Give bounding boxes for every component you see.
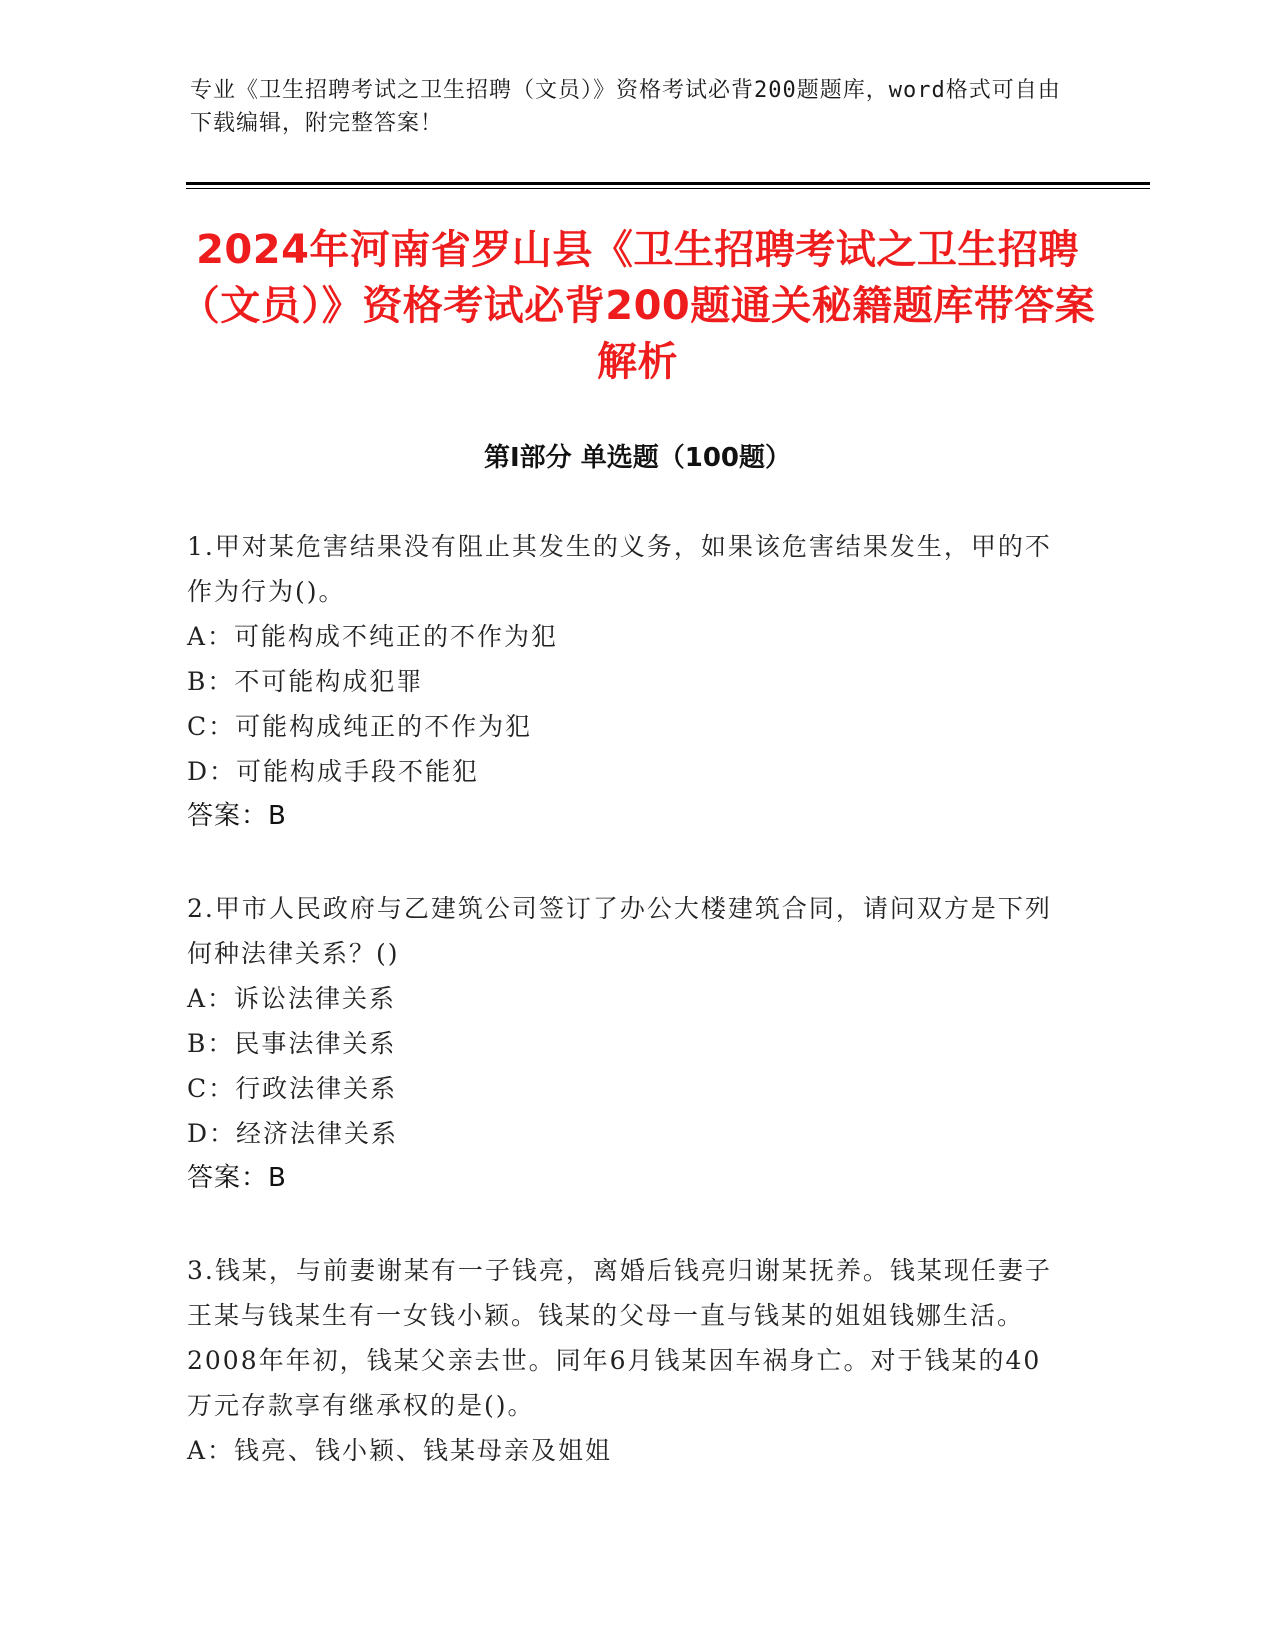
question-1: [187, 524, 1067, 839]
option-b: B：民事法律关系: [187, 1029, 397, 1058]
document-title: 2024年河南省罗山县《卫生招聘考试之卫生招聘（文员）》资格考试必背200题通关秘籍题库带答案解析: [179, 227, 1096, 385]
option-d: D：可能构成手段不能犯: [187, 757, 480, 786]
option-a: A：钱亮、钱小颖、钱某母亲及姐姐: [187, 1436, 613, 1465]
question-2: [187, 886, 1067, 1201]
question-stem: 1.甲对某危害结果没有阻止其发生的义务，如果该危害结果发生，甲的不作为行为()。: [187, 532, 1052, 606]
header-divider-thin: [186, 188, 1150, 189]
answer: 答案：B: [187, 801, 287, 831]
section-heading: 第Ⅰ部分 单选题（100题）: [484, 443, 791, 473]
option-c: C：行政法律关系: [187, 1074, 398, 1103]
question-stem: 2.甲市人民政府与乙建筑公司签订了办公大楼建筑合同，请问双方是下列何种法律关系？(): [187, 894, 1052, 968]
option-a: A：诉讼法律关系: [187, 984, 397, 1013]
header-divider-thick: [186, 182, 1150, 185]
option-c: C：可能构成纯正的不作为犯: [187, 712, 533, 741]
option-b: B：不可能构成犯罪: [187, 667, 424, 696]
answer: 答案：B: [187, 1163, 287, 1193]
option-d: D：经济法律关系: [187, 1119, 399, 1148]
option-a: A：可能构成不纯正的不作为犯: [187, 622, 559, 651]
question-3: [187, 1248, 1067, 1473]
question-stem: 3.钱某，与前妻谢某有一子钱亮，离婚后钱亮归谢某抚养。钱某现任妻子王某与钱某生有一女钱小颖。钱某的父母一直与钱某的姐姐钱娜生活。2008年年初，钱某父亲去世。同年6月钱某因车祸身亡。对于钱某的40万元存款享有继承权的是()。: [187, 1256, 1052, 1420]
header-note: 专业《卫生招聘考试之卫生招聘（文员）》资格考试必背200题题库，word格式可自由下载编辑，附完整答案！: [190, 78, 1061, 136]
